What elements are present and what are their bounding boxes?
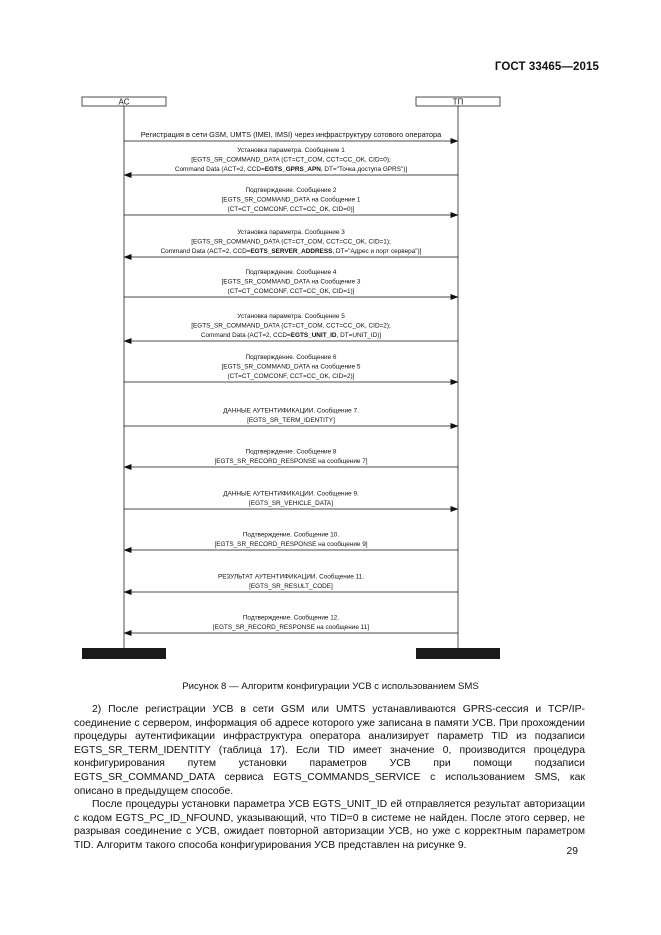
- body-text: [74, 703, 585, 853]
- message-9-line-2: [EGTS_SR_RECORD_RESPONSE на сообщение 7]: [214, 458, 368, 465]
- message-5-line-1: Подтверждение. Сообщение 4: [245, 269, 337, 277]
- message-4-line-2: [EGTS_SR_COMMAND_DATA (CT=CT_COM, CCT=CC_OK, CID=1);: [191, 238, 391, 246]
- message-7-line-1: Подтверждение. Сообщение 6: [245, 354, 337, 362]
- message-6-line-1: Установка параметра. Сообщение 5: [237, 313, 345, 321]
- message-9-line-1: Подтверждение. Сообщение 8: [245, 448, 337, 456]
- message-10-line-1: ДАННЫЕ АУТЕНТИФИКАЦИИ. Сообщение 9.: [223, 490, 359, 498]
- right-lifeline-end: [416, 648, 500, 659]
- message-2-line-2: [EGTS_SR_COMMAND_DATA (CT=CT_COM, CCT=CC_OK, CID=0);: [191, 156, 391, 164]
- message-2-line-1: Установка параметра. Сообщение 1: [237, 147, 345, 155]
- message-7-line-2: [EGTS_SR_COMMAND_DATA на Сообщение 5: [221, 363, 361, 371]
- message-list: [124, 130, 458, 633]
- message-13-line-2: [EGTS_SR_RECORD_RESPONSE на сообщение 11]: [212, 624, 370, 631]
- left-lifeline-end: [82, 648, 166, 659]
- page-number: 29: [566, 846, 578, 857]
- message-4-line-1: Установка параметра. Сообщение 3: [237, 229, 345, 237]
- paragraph: После процедуры установки параметра УСВ EGTS_UNIT_ID ей отправляется результат авторизации с кодом EGTS_PC_ID_NFOUND, указывающий, что TID=0 в системе не найден. После этого сервер, не разрывая соединение с УСВ, ожидает повторной авторизации УСВ, но уже с корректным параметром TID. Алгоритм такого способа конфигурирования УСВ представлен на рисунке 9.: [74, 799, 585, 851]
- message-13-line-1: Подтверждение. Сообщение 12.: [242, 614, 340, 622]
- left-actor-label: АС: [118, 97, 130, 107]
- figure-caption: Рисунок 8 — Алгоритм конфигурации УСВ с использованием SMS: [182, 681, 479, 692]
- message-5-line-3: (CT=CT_COMCONF, CCT=CC_OK, CID=1)]: [227, 288, 355, 295]
- message-12-line-2: [EGTS_SR_RESULT_CODE]: [249, 583, 333, 590]
- message-3-line-2: [EGTS_SR_COMMAND_DATA на Сообщение 1: [221, 196, 361, 204]
- message-12-line-1: РЕЗУЛЬТАТ АУТЕНТИФИКАЦИИ. Сообщение 11.: [217, 573, 365, 581]
- message-2-line-3: Command Data (ACT=2, CCD=EGTS_GPRS_APN, DT="Точка доступа GPRS")]: [174, 166, 408, 173]
- standard-header: ГОСТ 33465—2015: [494, 61, 599, 73]
- message-7-line-3: (CT=CT_COMCONF, CCT=CC_OK, CID=2)]: [227, 373, 355, 380]
- paragraph: 2) После регистрации УСВ в сети GSM или UMTS устанавливаются GPRS-сессия и TCP/IP-соединение с сервером, информация об адресе которого уже записана в памяти УСВ. При прохождении процедуры аутентификации инфраструктура оператора анализирует параметр TID из подзаписи EGTS_SR_TERM_IDENTITY (таблица 17). Если TID имеет значение 0, производится процедура конфигурирования путем установки параметров УСВ при помощи подзаписи EGTS_SR_COMMAND_DATA сервиса EGTS_COMMANDS_SERVICE с использованием SMS, как описано в предыдущем способе.: [74, 704, 585, 797]
- message-11-line-1: Подтверждение. Сообщение 10.: [242, 531, 340, 539]
- message-3-line-1: Подтверждение. Сообщение 2: [245, 187, 337, 195]
- message-8-line-1: ДАННЫЕ АУТЕНТИФИКАЦИИ. Сообщение 7.: [223, 407, 359, 415]
- message-8-line-2: [EGTS_SR_TERM_IDENTITY]: [247, 417, 335, 424]
- message-5-line-2: [EGTS_SR_COMMAND_DATA на Сообщение 3: [221, 278, 361, 286]
- message-6-line-3: Command Data (ACT=2, CCD=EGTS_UNIT_ID, DT=UNIT_ID)]: [200, 332, 382, 339]
- message-6-line-2: [EGTS_SR_COMMAND_DATA (CT=CT_COM, CCT=CC_OK, CID=2);: [191, 322, 391, 330]
- message-3-line-3: (CT=CT_COMCONF, CCT=CC_OK, CID=0)]: [227, 206, 355, 213]
- message-1-line-1: Регистрация в сети GSM, UMTS (IMEI, IMSI) через инфраструктуру сотового оператора: [140, 130, 442, 139]
- message-10-line-2: [EGTS_SR_VEHICLE_DATA]: [249, 500, 333, 507]
- right-actor-label: ТП: [452, 97, 464, 107]
- message-11-line-2: [EGTS_SR_RECORD_RESPONSE на сообщение 9]: [214, 541, 368, 548]
- message-4-line-3: Command Data (ACT=2, CCD=EGTS_SERVER_ADDRESS, DT="Адрес и порт сервера")]: [160, 248, 422, 255]
